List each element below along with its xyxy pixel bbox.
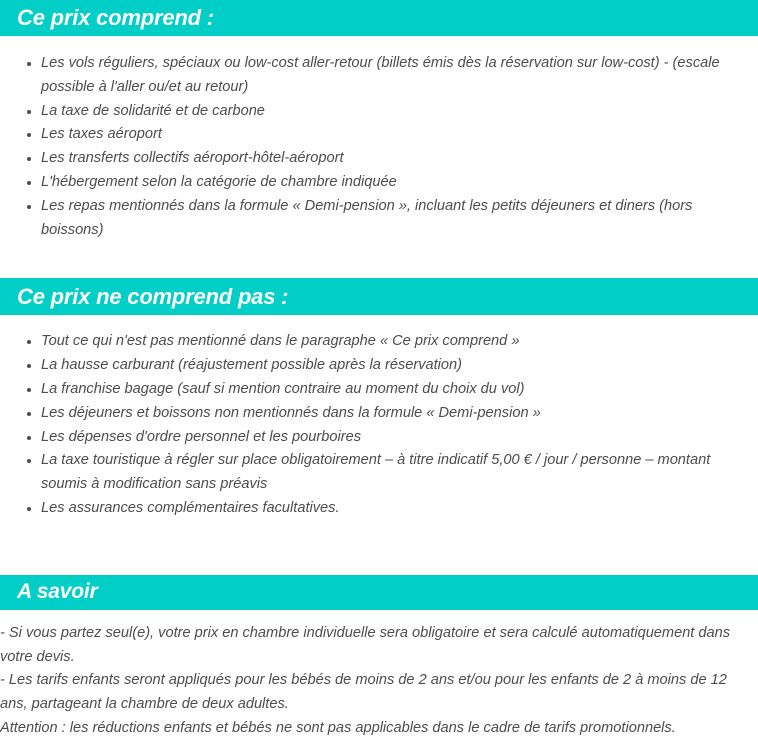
section-heading-good-to-know: A savoir <box>0 575 758 610</box>
list-item: Les vols réguliers, spéciaux ou low-cost aller-retour (billets émis dès la réservation sur low-cost) - (escale possible à l'aller ou/et au retour) <box>0 52 758 100</box>
not-included-list <box>0 330 758 520</box>
list-item: Les repas mentionnés dans la formule « Demi-pension », incluant les petits déjeuners et diners (hors boissons) <box>0 195 758 243</box>
list-item: L'hébergement selon la catégorie de chambre indiquée <box>0 171 758 195</box>
spacer <box>0 242 758 278</box>
section-heading-not-included: Ce prix ne comprend pas : <box>0 278 758 315</box>
paragraph: - Les tarifs enfants seront appliqués pour les bébés de moins de 2 ans et/ou pour les enfants de 2 à moins de 12 ans, partageant la chambre de deux adultes. <box>0 672 727 713</box>
paragraph: Attention : les réductions enfants et bébés ne sont pas applicables dans le cadre de tarifs promotionnels. <box>0 719 676 736</box>
list-item: La taxe de solidarité et de carbone <box>0 100 758 124</box>
list-item: Tout ce qui n'est pas mentionné dans le paragraphe « Ce prix comprend » <box>0 330 758 354</box>
list-item: Les taxes aéroport <box>0 123 758 147</box>
list-item: La taxe touristique à régler sur place obligatoirement – à titre indicatif 5,00 € / jour / personne – montant soumis à modification sans préavis <box>0 449 758 497</box>
spacer <box>0 36 758 52</box>
list-item: Les déjeuners et boissons non mentionnés dans la formule « Demi-pension » <box>0 402 758 426</box>
list-item: Les dépenses d'ordre personnel et les pourboires <box>0 426 758 450</box>
list-item: Les assurances complémentaires facultatives. <box>0 497 758 521</box>
spacer <box>0 315 758 330</box>
good-to-know-body <box>0 622 758 741</box>
list-item: Les transferts collectifs aéroport-hôtel-aéroport <box>0 147 758 171</box>
spacer <box>0 610 758 622</box>
included-list <box>0 52 758 242</box>
list-item: La franchise bagage (sauf si mention contraire au moment du choix du vol) <box>0 378 758 402</box>
section-heading-included: Ce prix comprend : <box>0 0 758 36</box>
spacer <box>0 521 758 575</box>
list-item: La hausse carburant (réajustement possible après la réservation) <box>0 354 758 378</box>
paragraph: - Si vous partez seul(e), votre prix en chambre individuelle sera obligatoire et sera calculé automatiquement dans votre devis. <box>0 624 731 665</box>
